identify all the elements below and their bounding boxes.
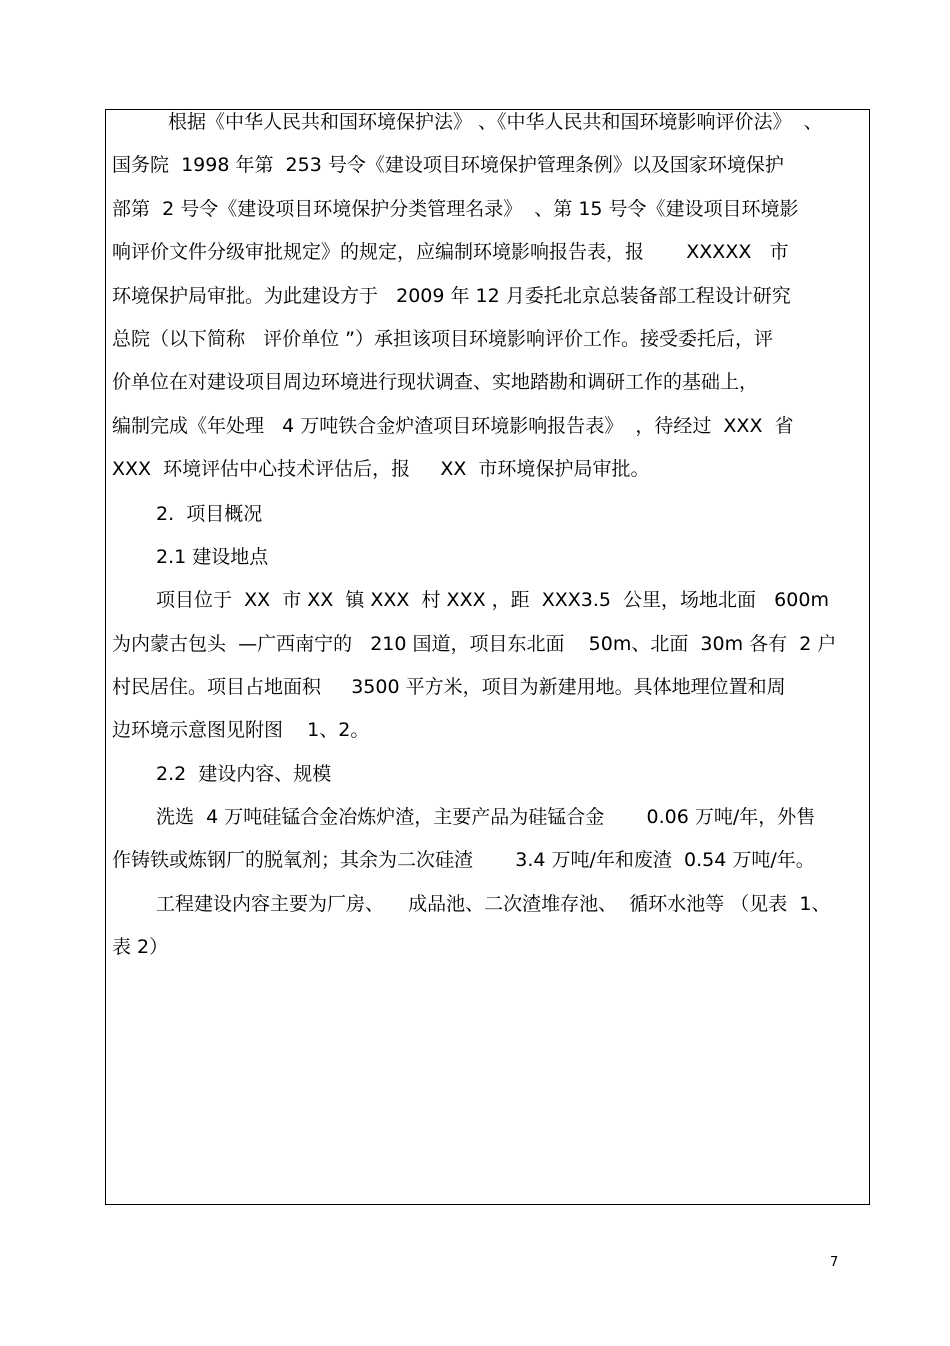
paragraph-line: 部第 2 号令《建设项目环境保护分类管理名录》 、第 15 号令《建设项目环境影: [112, 198, 799, 220]
paragraph-line: 根据《中华人民共和国环境保护法》 、《中华人民共和国环境影响评价法》 、: [168, 111, 823, 133]
paragraph-line: 环境保护局审批。为此建设方于 2009 年 12 月委托北京总装备部工程设计研究: [112, 285, 791, 307]
paragraph-line: 工程建设内容主要为厂房、 成品池、二次渣堆存池、 循环水池等 （见表 1、: [156, 893, 831, 915]
paragraph-line: 作铸铁或炼钢厂的脱氧剂；其余为二次硅渣 3.4 万吨/年和废渣 0.54 万吨/年。: [112, 849, 815, 871]
paragraph-line: 为内蒙古包头 —广西南宁的 210 国道，项目东北面 50m、北面 30m 各有 2 户: [112, 633, 837, 655]
paragraph-line: 编制完成《年处理 4 万吨铁合金炉渣项目环境影响报告表》 ，待经过 XXX 省: [112, 415, 794, 437]
paragraph-line: 价单位在对建设项目周边环境进行现状调查、实地踏勘和调研工作的基础上，: [112, 371, 759, 393]
paragraph-line: 村民居住。项目占地面积 3500 平方米，项目为新建用地。具体地理位置和周: [112, 676, 786, 698]
subsection-heading: 2.1 建设地点: [156, 546, 269, 568]
paragraph-line: 国务院 1998 年第 253 号令《建设项目环境保护管理条例》以及国家环境保护: [112, 154, 784, 176]
paragraph-line: 项目位于 XX 市 XX 镇 XXX 村 XXX ，距 XXX3.5 公里，场地北面 600m: [156, 589, 829, 611]
page-number: 7: [830, 1255, 839, 1270]
paragraph-line: 总院（以下简称 评价单位 ”）承担该项目环境影响评价工作。接受委托后，评: [112, 328, 774, 350]
paragraph-line: XXX 环境评估中心技术评估后，报 XX 市环境保护局审批。: [112, 458, 650, 480]
document-frame: [105, 109, 870, 1205]
paragraph-line: 表 2）: [112, 936, 169, 958]
paragraph-line: 洗选 4 万吨硅锰合金冶炼炉渣，主要产品为硅锰合金 0.06 万吨/年，外售: [156, 806, 816, 828]
paragraph-line: 边环境示意图见附图 1、2。: [112, 719, 370, 741]
section-heading: 2. 项目概况: [156, 503, 263, 525]
subsection-heading: 2.2 建设内容、规模: [156, 763, 332, 785]
paragraph-line: 响评价文件分级审批规定》的规定，应编制环境影响报告表，报 XXXXX 市: [112, 241, 789, 263]
